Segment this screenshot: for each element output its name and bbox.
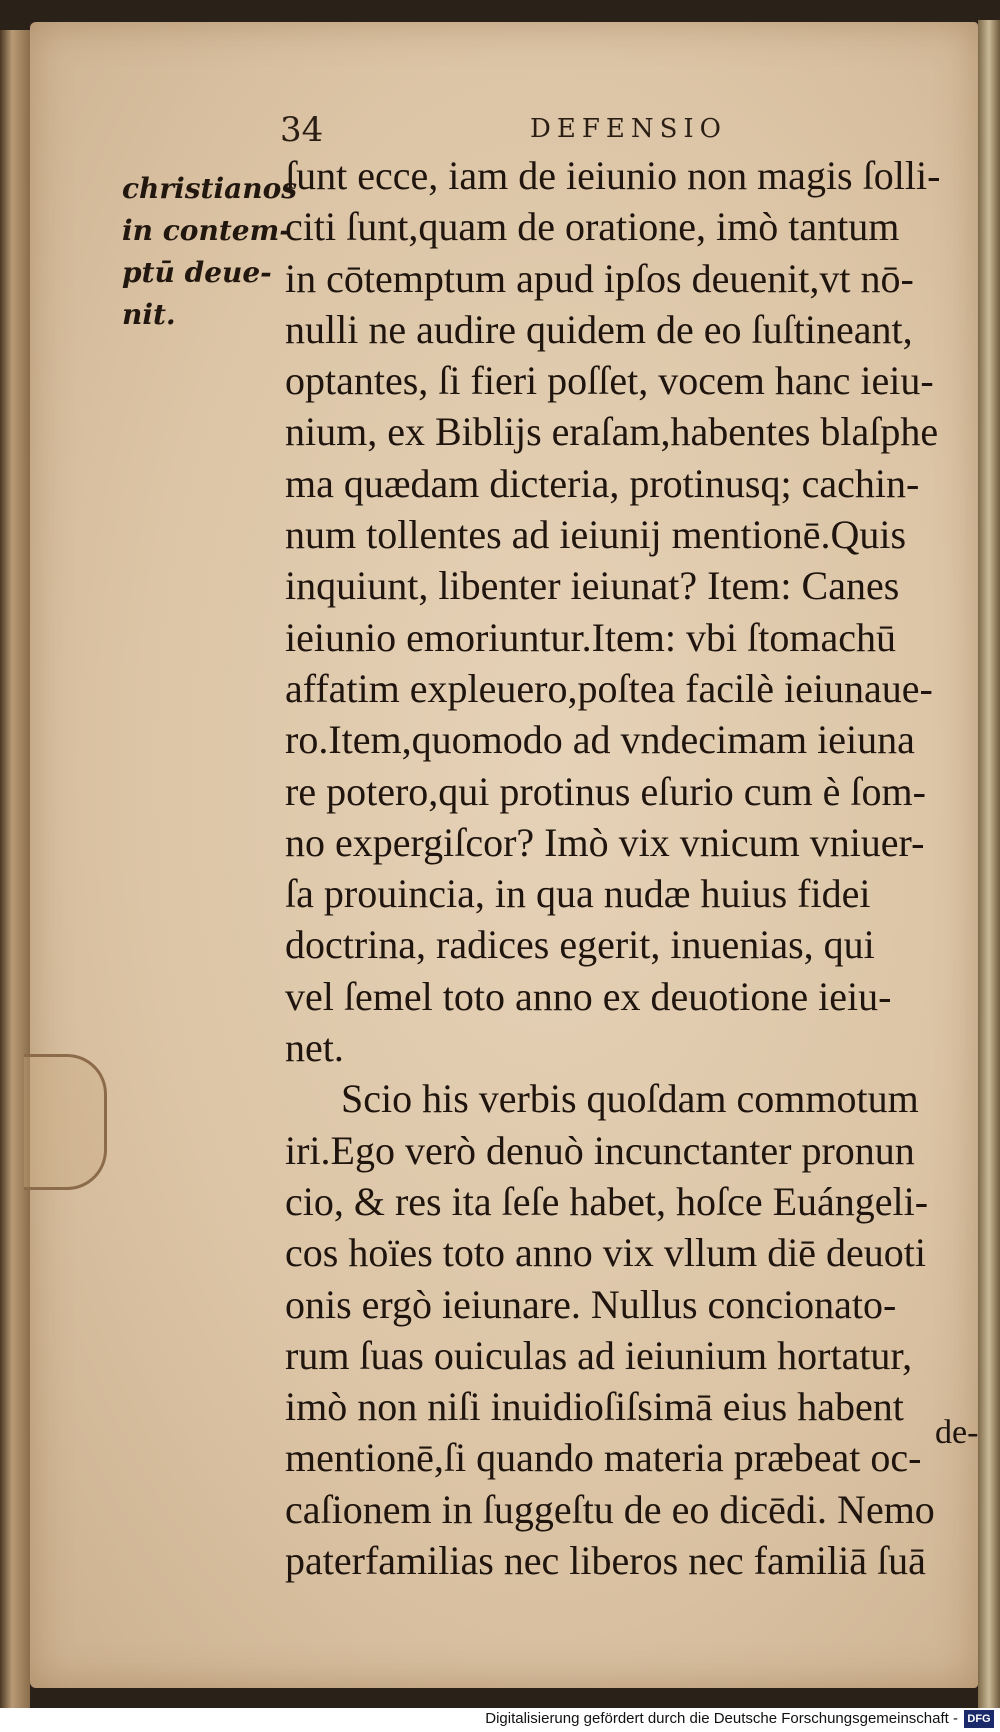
text-line: nulli ne audire quidem de eo ſuſtineant, — [285, 306, 913, 352]
text-line: cos hoïes toto anno vix vllum diē deuoti — [285, 1230, 927, 1276]
footer-bar — [0, 1708, 1000, 1732]
text-line: ſa prouincia, in qua nudæ huius fidei — [285, 871, 871, 917]
text-line: ro.Item,quomodo ad vndecimam ieiuna — [285, 717, 915, 763]
book-spine — [0, 30, 30, 1710]
funding-credit: Digitalisierung gefördert durch die Deutsche Forschungsgemeinschaft - — [485, 1710, 958, 1727]
text-line: vel ſemel toto anno ex deuotione ieiu- — [285, 973, 892, 1019]
text-line: imò non niſi inuidioſiſsimā eius habent — [285, 1384, 904, 1430]
marginal-note-line: in contem- — [122, 214, 291, 247]
text-line: optantes, ſi fieri poſſet, vocem hanc ieiu- — [285, 358, 934, 404]
text-line: doctrina, radices egerit, inuenias, qui — [285, 922, 875, 968]
marginal-note-line: nit. — [122, 298, 176, 331]
running-head — [280, 110, 740, 150]
text-line: ieiunio emoriuntur.Item: vbi ſtomachū — [285, 614, 896, 660]
text-line: rum ſuas ouiculas ad ieiunium hortatur, — [285, 1332, 913, 1378]
running-title: DEFENSIO — [530, 114, 727, 144]
paragraph-start-line: Scio his verbis quoſdam commotum — [341, 1076, 919, 1122]
page-edges — [978, 20, 1000, 1710]
text-line: cio, & res ita ſeſe habet, hoſce Euángeli- — [285, 1178, 929, 1224]
text-line: no expergiſcor? Imò vix vnicum vniuer- — [285, 819, 925, 865]
text-line: nium, ex Biblijs eraſam,habentes blaſphe — [285, 409, 939, 455]
page-number: 34 — [280, 110, 324, 150]
text-line: net. — [285, 1025, 344, 1071]
body-text — [285, 150, 975, 1586]
marginal-note — [122, 168, 298, 336]
text-line: in cōtemptum apud ipſos deuenit,vt nō- — [285, 255, 914, 301]
page-clip — [24, 1054, 107, 1190]
text-line: inquiunt, libenter ieiunat? Item: Canes — [285, 563, 900, 609]
marginal-note-line: ptū deue- — [122, 256, 272, 289]
text-line: paterfamilias nec liberos nec familiā ſuā — [285, 1538, 926, 1584]
text-line: ſunt ecce, iam de ieiunio non magis ſolli- — [285, 153, 941, 198]
text-line: ma quædam dicteria, protinusq; cachin- — [285, 460, 920, 506]
text-line: iri.Ego verò denuò incunctanter pronun — [285, 1127, 915, 1173]
text-line: re potero,qui protinus eſurio cum è ſom- — [285, 768, 926, 814]
catchword: de- — [935, 1414, 979, 1451]
text-line: onis ergò ieiunare. Nullus concionato- — [285, 1281, 897, 1327]
marginal-note-line: christianos — [122, 172, 298, 205]
text-line: affatim expleuero,poſtea facilè ieiunaue- — [285, 665, 933, 711]
text-line: num tollentes ad ieiunij mentionē.Quis — [285, 512, 907, 558]
text-line: mentionē,ſi quando materia præbeat oc- — [285, 1435, 922, 1481]
dfg-logo: DFG — [964, 1710, 994, 1728]
text-line: citi ſunt,quam de oratione, imò tantum — [285, 204, 900, 250]
text-line: caſionem in ſuggeſtu de eo dicēdi. Nemo — [285, 1486, 935, 1532]
